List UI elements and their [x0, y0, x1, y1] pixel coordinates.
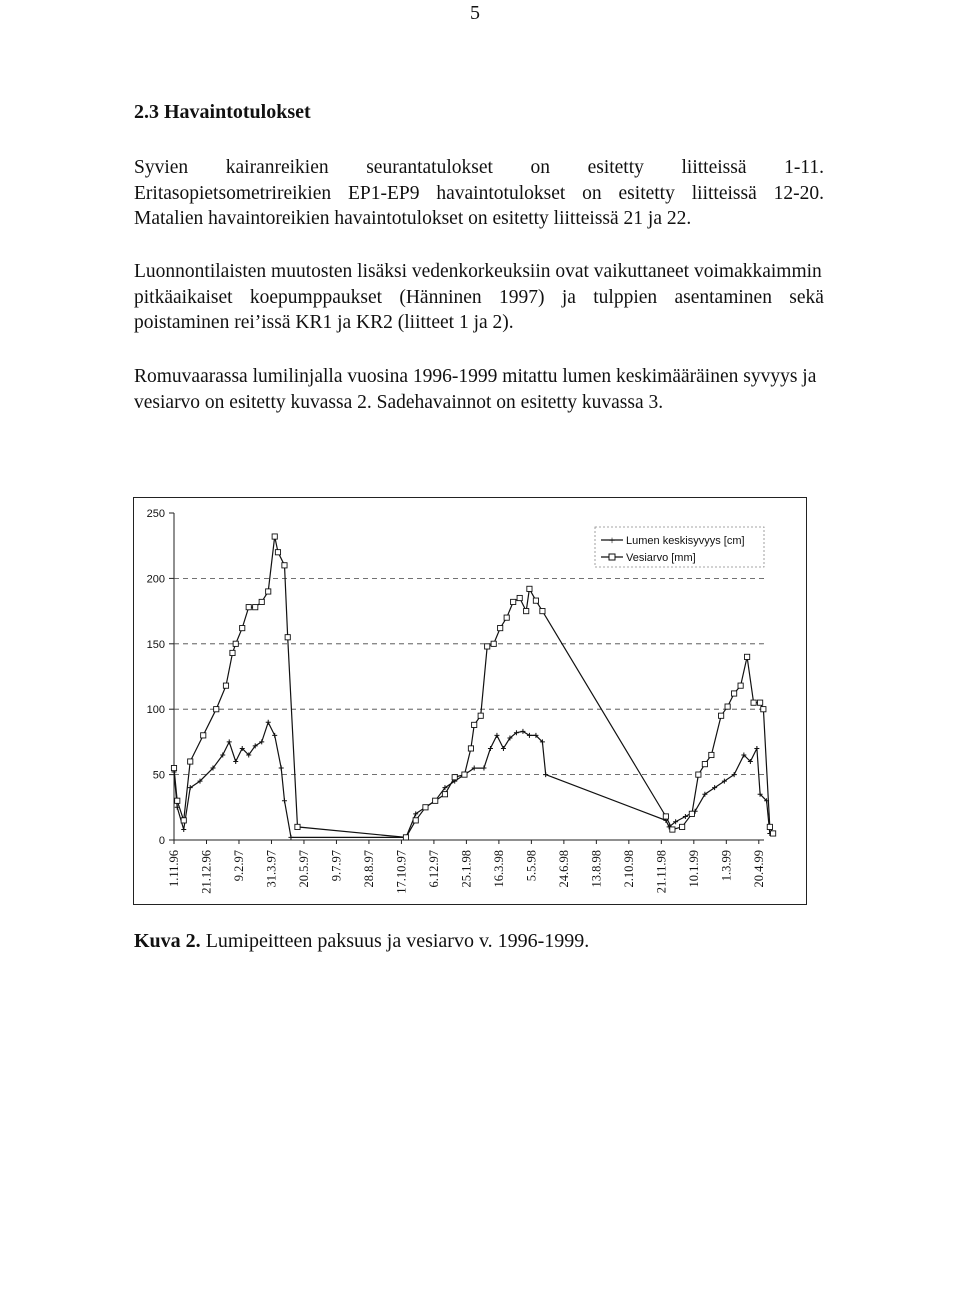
- water-point: [272, 534, 277, 539]
- legend-label-water: Vesiarvo [mm]: [626, 552, 696, 564]
- paragraph-1: [134, 155, 824, 232]
- depth-point: [227, 739, 232, 744]
- x-tick-label: 21.11.98: [654, 850, 669, 894]
- water-point: [175, 798, 180, 803]
- water-point: [767, 824, 772, 829]
- water-point: [275, 550, 280, 555]
- snow-chart: [134, 498, 808, 906]
- water-point: [709, 752, 714, 757]
- depth-point: [501, 746, 506, 751]
- water-point: [527, 586, 532, 591]
- depth-point: [266, 720, 271, 725]
- word: liitteissä: [691, 182, 757, 204]
- paragraph-2-line-1: Luonnontilaisten muutosten lisäksi vedenkorkeuksiin ovat vaikuttaneet voimakkaimmin: [134, 261, 822, 282]
- paragraph-1-line-1: [134, 155, 824, 181]
- water-point: [670, 827, 675, 832]
- y-tick-label: 250: [146, 508, 165, 520]
- water-point: [233, 641, 238, 646]
- word: on: [582, 182, 602, 204]
- depth-point: [288, 835, 293, 840]
- x-tick-label: 13.8.98: [589, 850, 604, 888]
- x-tick-label: 21.12.96: [199, 850, 214, 894]
- legend-marker-water: [609, 554, 615, 560]
- depth-point: [233, 759, 238, 764]
- depth-point: [494, 733, 499, 738]
- x-tick-label: 10.1.99: [686, 850, 701, 888]
- water-point: [770, 831, 775, 836]
- x-tick-label: 24.6.98: [556, 850, 571, 888]
- paragraph-1-line-3: Matalien havaintoreikien havaintotulokset on esitetty liitteissä 21 ja 22.: [134, 208, 692, 229]
- water-point: [295, 824, 300, 829]
- water-point: [663, 814, 668, 819]
- paragraph-3-line-2: vesiarvo on esitetty kuvassa 2. Sadehavainnot on esitetty kuvassa 3.: [134, 391, 664, 413]
- word: asentaminen: [674, 286, 772, 308]
- y-tick-label: 50: [152, 769, 165, 782]
- water-point: [282, 563, 287, 568]
- water-point: [738, 683, 743, 688]
- water-point: [188, 759, 193, 764]
- depth-point: [488, 746, 493, 751]
- word: kairanreikien: [225, 157, 329, 178]
- x-tick-label: 9.2.97: [231, 850, 246, 882]
- x-tick-label: 2.10.98: [621, 850, 636, 888]
- water-point: [751, 700, 756, 705]
- word: (Hänninen: [399, 286, 482, 308]
- chart-legend: [595, 527, 764, 567]
- x-tick-label: 31.3.97: [264, 850, 279, 888]
- word: esitetty: [618, 182, 675, 204]
- legend-label-depth: Lumen keskisyvyys [cm]: [626, 535, 745, 547]
- x-tick-label: 17.10.97: [394, 850, 409, 894]
- water-point: [223, 683, 228, 688]
- water-point: [413, 818, 418, 823]
- x-tick-label: 16.3.98: [491, 850, 506, 888]
- word: 12-20.: [773, 182, 824, 204]
- x-tick-label: 20.4.99: [751, 850, 766, 888]
- figure-caption: [134, 930, 589, 953]
- water-point: [719, 713, 724, 718]
- word: Syvien: [134, 157, 189, 178]
- water-point: [689, 811, 694, 816]
- paragraph-3-line-1: Romuvaarassa lumilinjalla vuosina 1996-1999 mitattu lumen keskimääräinen syvyys ja: [134, 366, 817, 387]
- depth-point: [259, 739, 264, 744]
- word: tulppien: [593, 286, 658, 308]
- depth-point: [527, 733, 532, 738]
- word: liitteissä: [681, 157, 747, 178]
- y-tick-label: 200: [146, 573, 165, 586]
- water-point: [517, 595, 522, 600]
- depth-point: [683, 814, 688, 819]
- snow-chart-frame: [133, 497, 807, 905]
- water-point: [696, 772, 701, 777]
- water-point: [498, 626, 503, 631]
- series-vesiarvo: [171, 534, 775, 840]
- word: EP1-EP9: [347, 182, 420, 204]
- word: koepumppaukset: [249, 286, 383, 308]
- grid-lines: [174, 578, 764, 774]
- water-point: [761, 707, 766, 712]
- water-point: [533, 598, 538, 603]
- water-point: [680, 824, 685, 829]
- x-tick-label: 6.12.97: [426, 850, 441, 888]
- y-tick-label: 0: [158, 835, 165, 847]
- word: seurantatulokset: [366, 157, 493, 178]
- water-point: [253, 605, 258, 610]
- y-tick-label: 150: [146, 638, 165, 651]
- water-point: [240, 626, 245, 631]
- water-point: [266, 589, 271, 594]
- water-point: [511, 599, 516, 604]
- water-point: [201, 733, 206, 738]
- water-point: [214, 707, 219, 712]
- water-point: [504, 615, 509, 620]
- water-point: [478, 713, 483, 718]
- word: on: [530, 157, 550, 178]
- water-point: [285, 635, 290, 640]
- water-point: [491, 641, 496, 646]
- x-tick-label: 20.5.97: [296, 850, 311, 888]
- chart-series: [171, 534, 775, 840]
- y-axis-ticks: [147, 508, 174, 847]
- y-tick-label: 100: [146, 704, 165, 717]
- caption-text: Lumipeitteen paksuus ja vesiarvo v. 1996-1999.: [200, 930, 590, 952]
- depth-point: [754, 746, 759, 751]
- water-point: [181, 818, 186, 823]
- word: pitkäaikaiset: [134, 286, 233, 308]
- water-point: [472, 722, 477, 727]
- water-point: [702, 762, 707, 767]
- water-point: [452, 775, 457, 780]
- water-line: [174, 537, 773, 838]
- water-point: [732, 691, 737, 696]
- depth-point: [279, 766, 284, 771]
- legend-marker-depth: +: [608, 533, 616, 547]
- x-tick-label: 9.7.97: [329, 850, 344, 882]
- depth-point: [272, 733, 277, 738]
- x-tick-label: 1.11.96: [167, 850, 181, 888]
- water-point: [259, 599, 264, 604]
- section-heading: 2.3 Havaintotulokset: [134, 101, 311, 123]
- water-point: [468, 746, 473, 751]
- water-point: [433, 798, 438, 803]
- word: ja: [561, 286, 576, 308]
- water-point: [246, 605, 251, 610]
- word: 1997): [499, 286, 545, 308]
- x-tick-label: 28.8.97: [361, 850, 376, 888]
- x-tick-label: 1.3.99: [719, 850, 734, 882]
- water-point: [171, 765, 176, 770]
- depth-point: [181, 827, 186, 832]
- water-point: [403, 835, 408, 840]
- depth-point: [282, 798, 287, 803]
- word: sekä: [789, 286, 824, 308]
- word: 1-11.: [784, 157, 824, 178]
- water-point: [442, 792, 447, 797]
- water-point: [485, 644, 490, 649]
- water-point: [745, 654, 750, 659]
- paragraph-2: [134, 259, 824, 336]
- paragraph-3: [134, 364, 824, 415]
- water-point: [462, 772, 467, 777]
- x-tick-label: 5.5.98: [524, 850, 539, 882]
- water-point: [524, 609, 529, 614]
- page-number: 5: [470, 2, 480, 24]
- word: Eritasopietsometrireikien: [134, 182, 332, 204]
- word: esitetty: [587, 157, 644, 178]
- depth-point: [481, 766, 486, 771]
- depth-point: [543, 772, 548, 777]
- water-point: [540, 609, 545, 614]
- caption-label: Kuva 2.: [134, 930, 201, 952]
- x-tick-label: 25.1.98: [459, 850, 474, 888]
- water-point: [230, 650, 235, 655]
- paragraph-1-line-2: [134, 181, 824, 207]
- word: havaintotulokset: [436, 182, 566, 204]
- water-point: [725, 704, 730, 709]
- water-point: [423, 805, 428, 810]
- paragraph-2-line-3: poistaminen rei’issä KR1 ja KR2 (liitteet 1 ja 2).: [134, 312, 514, 333]
- paragraph-2-line-2: [134, 285, 824, 311]
- water-point: [758, 700, 763, 705]
- x-axis-ticks: [167, 840, 766, 894]
